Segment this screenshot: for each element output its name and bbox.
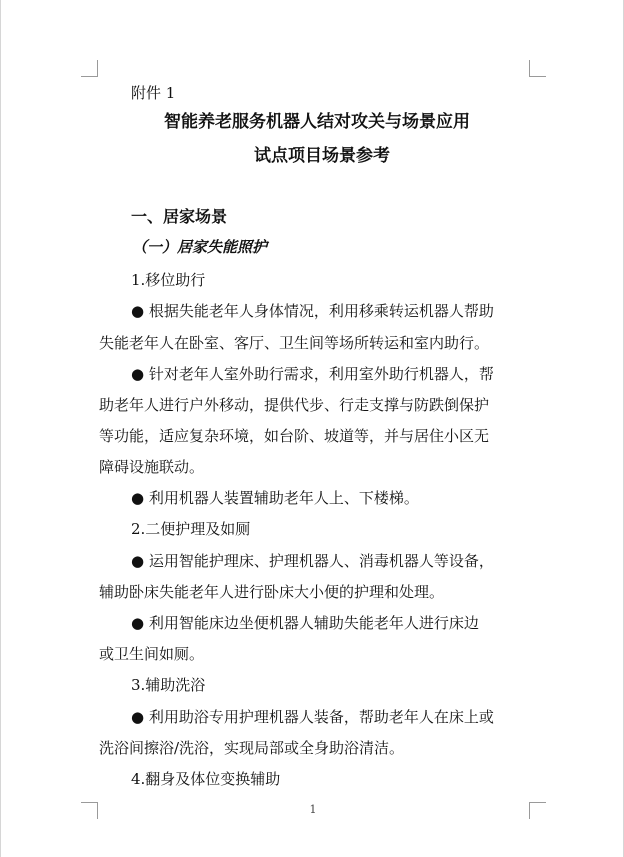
paragraph-line: 失能老年人在卧室、客厅、卫生间等场所转运和室内助行。 [99,334,490,352]
page-number: 1 [309,803,317,816]
item-heading-1: 1.移位助行 [131,271,206,289]
section-heading: 一、居家场景 [131,207,228,226]
paragraph-line: ● 利用机器人装置辅助老年人上、下楼梯。 [131,489,419,507]
paragraph-line: ● 运用智能护理床、护理机器人、消毒机器人等设备， [131,552,494,570]
crop-mark-top-left [81,60,98,77]
subsection-heading: （一）居家失能照护 [132,238,268,256]
paragraph-line: ● 利用智能床边坐便机器人辅助失能老年人进行床边 [131,614,479,632]
item-heading-4: 4.翻身及体位变换辅助 [131,770,281,788]
paragraph-line: 助老年人进行户外移动，提供代步、行走支撑与防跌倒保护 [99,396,490,414]
item-heading-3: 3.辅助洗浴 [131,676,206,694]
paragraph-line: ● 针对老年人室外助行需求，利用室外助行机器人，帮 [131,365,494,383]
paragraph-line: 等功能，适应复杂环境，如台阶、坡道等，并与居住小区无 [99,427,490,445]
paragraph-line: 障碍设施联动。 [99,458,205,476]
paragraph-line: 辅助卧床失能老年人进行卧床大小便的护理和处理。 [99,583,445,601]
paragraph-line: 洗浴间擦浴/洗浴，实现局部或全身助浴清洁。 [99,739,405,757]
item-heading-2: 2.二便护理及如厕 [131,520,251,538]
doc-title-line1: 智能养老服务机器人结对攻关与场景应用 [164,112,470,132]
doc-title-line2: 试点项目场景参考 [254,146,390,166]
attachment-label: 附件 1 [131,84,176,102]
paragraph-line: 或卫生间如厕。 [99,645,205,663]
paragraph-line: ● 根据失能老年人身体情况，利用移乘转运机器人帮助 [131,302,494,320]
crop-mark-top-right [529,60,546,77]
paragraph-line: ● 利用助浴专用护理机器人装备，帮助老年人在床上或 [131,708,494,726]
